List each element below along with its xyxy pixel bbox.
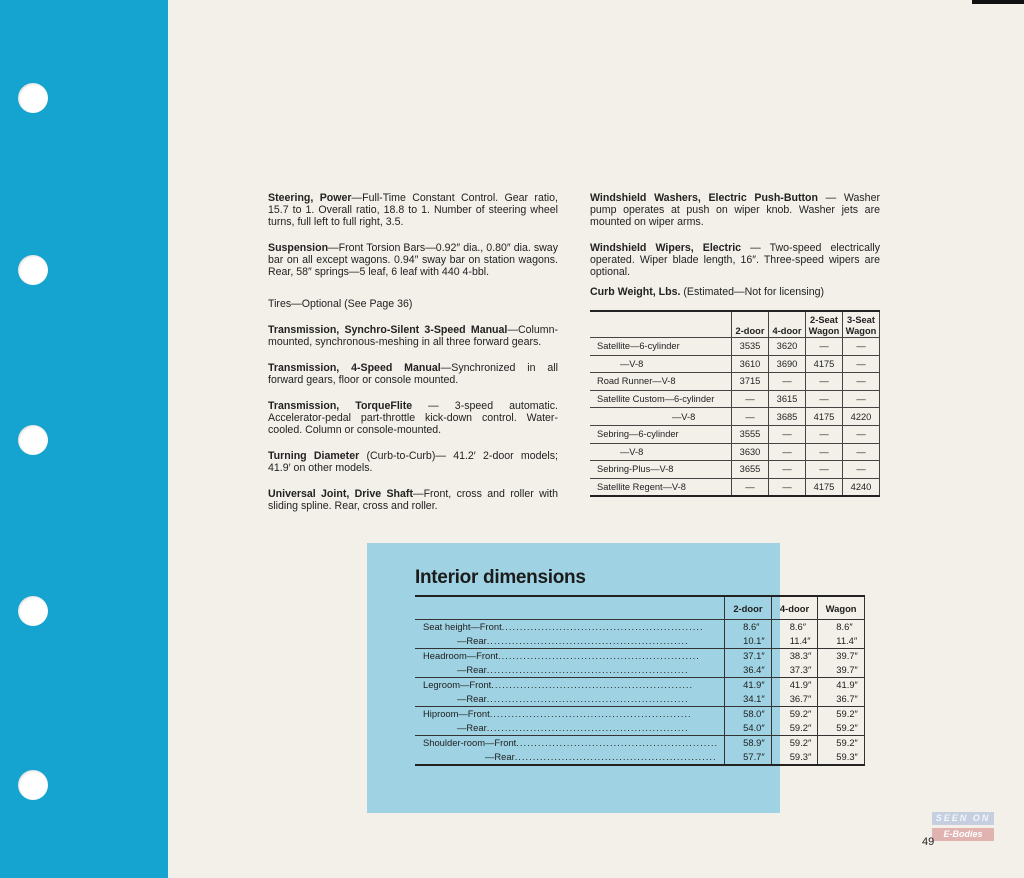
row-label: Sebring-Plus—V-8 [590,461,732,479]
interior-dimensions-title: Interior dimensions [415,567,586,588]
cell: 4240 [843,478,880,496]
interior-dimensions-panel [367,543,858,813]
cell: 58.9″ 57.7″ [725,736,772,766]
cell: — [843,461,880,479]
row-label: Satellite—6-cylinder [590,338,732,356]
cell: 58.0″ 54.0″ [725,707,772,736]
spec-transmission-4speed: Transmission, 4-Speed Manual—Synchronized in all forward gears, floor or console mounted. [268,362,558,386]
cell: 4175 [806,478,843,496]
table-header-row [590,311,880,338]
table-row [415,707,864,736]
cell: — [843,390,880,408]
spec-tires: Tires—Optional (See Page 36) [268,298,413,310]
curb-weight-table [590,310,880,497]
label-front: Hiproom—Front [423,708,490,719]
cell: 3615 [769,390,806,408]
table-row [590,408,880,426]
cell: — [769,443,806,461]
cell: 8.6″ 10.1″ [725,620,772,649]
header-2-door: 2-door [732,311,769,338]
header-2-door: 2-door [725,596,772,620]
binder-spine [0,0,168,878]
cell: 41.9″ 36.7″ [771,678,818,707]
cell: — [843,425,880,443]
binder-hole [18,770,48,800]
cell: 3620 [769,338,806,356]
spec-steering: Steering, Power—Full-Time Constant Control. Gear ratio, 15.7 to 1. Overall ratio, 18.8 to 1. Number of steering wheel turns, full left to full right, 3.5. [268,192,558,228]
binder-hole [18,425,48,455]
row-label: Satellite Regent—V-8 [590,478,732,496]
cell: 41.9″ 34.1″ [725,678,772,707]
header-3-seat-wagon: 3-Seat Wagon [843,311,880,338]
cell: — [806,373,843,391]
label-front: Headroom—Front [423,650,499,661]
row-label [415,678,725,707]
cell: 59.2″ 59.2″ [818,707,865,736]
table-row [415,678,864,707]
cell: — [732,390,769,408]
cell: 59.2″ 59.3″ [818,736,865,766]
header-wagon: Wagon [818,596,865,620]
spec-universal-joint: Universal Joint, Drive Shaft—Front, cross and roller with sliding spline. Rear, cross and roller. [268,488,558,512]
spec-suspension: Suspension—Front Torsion Bars—0.92″ dia., 0.80″ dia. sway bar on all except wagons. 0.94″ sway bar on station wagons. Rear, 58″ springs—5 leaf, 6 leaf with 440 4-bbl. [268,242,558,278]
row-label [415,736,725,766]
curb-weight-title: Curb Weight, Lbs. (Estimated—Not for licensing) [590,286,825,298]
spec-transmission-torqueflite: Transmission, TorqueFlite — 3-speed automatic. Accelerator-pedal part-throttle kick-down control. Water-cooled. Column or console-mounted. [268,400,558,436]
row-label [415,620,725,649]
label-rear: —Rear [457,722,487,733]
label-rear: —Rear [457,664,487,675]
cell: — [732,478,769,496]
cell: — [806,461,843,479]
table-row [590,425,880,443]
row-label [415,649,725,678]
header-blank [415,596,725,620]
cell: 3715 [732,373,769,391]
cell: 41.9″ 36.7″ [818,678,865,707]
cell: — [769,373,806,391]
label-front: Shoulder-room—Front [423,737,517,748]
label-rear: —Rear [485,751,515,762]
cell: 38.3″ 37.3″ [771,649,818,678]
table-row [590,373,880,391]
cell: — [806,443,843,461]
watermark-line2: E-Bodies [932,828,994,841]
cell: 8.6″ 11.4″ [771,620,818,649]
page-number: 49 [922,836,935,848]
header-blank [590,311,732,338]
cell: 3555 [732,425,769,443]
cell: — [806,390,843,408]
cell: — [843,338,880,356]
spec-windshield-washers: Windshield Washers, Electric Push-Button — Washer pump operates at push on wiper knob. Washer jets are mounted on wiper arms. [590,192,880,228]
cell: 37.1″ 36.4″ [725,649,772,678]
header-4-door: 4-door [769,311,806,338]
cell: — [732,408,769,426]
cell: — [769,478,806,496]
cell: — [843,373,880,391]
cell: 3655 [732,461,769,479]
label-rear: —Rear [457,693,487,704]
binder-hole [18,255,48,285]
cell: — [843,443,880,461]
cell: 4220 [843,408,880,426]
label-front: Seat height—Front [423,621,502,632]
label-rear: —Rear [457,635,487,646]
cell: 3690 [769,355,806,373]
table-header-row [415,596,864,620]
cell: 3535 [732,338,769,356]
cell: 8.6″ 11.4″ [818,620,865,649]
table-row [590,461,880,479]
cell: — [769,425,806,443]
watermark-logo [932,812,994,841]
cell: 3630 [732,443,769,461]
row-label [415,707,725,736]
table-row [590,338,880,356]
cell: 59.2″ 59.3″ [771,736,818,766]
table-row [590,443,880,461]
table-row [590,390,880,408]
cell: 59.2″ 59.2″ [771,707,818,736]
header-4-door: 4-door [771,596,818,620]
table-row [415,649,864,678]
label-front: Legroom—Front [423,679,492,690]
table-row [590,355,880,373]
table-row [590,478,880,496]
cell: 4175 [806,408,843,426]
spec-transmission-3speed: Transmission, Synchro-Silent 3-Speed Manual—Column-mounted, synchronous-meshing in all three forward gears. [268,324,558,348]
watermark-line1: SEEN ON [932,812,994,825]
interior-dimensions-table [415,595,865,766]
cell: 4175 [806,355,843,373]
table-row [415,620,864,649]
row-label: —V-8 [590,443,732,461]
binder-hole [18,596,48,626]
row-label: Road Runner—V-8 [590,373,732,391]
cell: 3685 [769,408,806,426]
cell: — [806,338,843,356]
row-label: Sebring—6-cylinder [590,425,732,443]
cell: — [806,425,843,443]
binder-hole [18,83,48,113]
table-row [415,736,864,766]
row-label: Satellite Custom—6-cylinder [590,390,732,408]
row-label: —V-8 [590,355,732,373]
cell: — [843,355,880,373]
spec-windshield-wipers: Windshield Wipers, Electric — Two-speed electrically operated. Wiper blade length, 16″. Three-speed wipers are optional. [590,242,880,278]
spec-right-column [590,192,880,292]
row-label: —V-8 [590,408,732,426]
header-2-seat-wagon: 2-Seat Wagon [806,311,843,338]
cell: 3610 [732,355,769,373]
cell: — [769,461,806,479]
cell: 39.7″ 39.7″ [818,649,865,678]
top-edge-bar [972,0,1024,4]
spec-turning-diameter: Turning Diameter (Curb-to-Curb)— 41.2′ 2-door models; 41.9′ on other models. [268,450,559,474]
spec-left-column [268,192,558,526]
